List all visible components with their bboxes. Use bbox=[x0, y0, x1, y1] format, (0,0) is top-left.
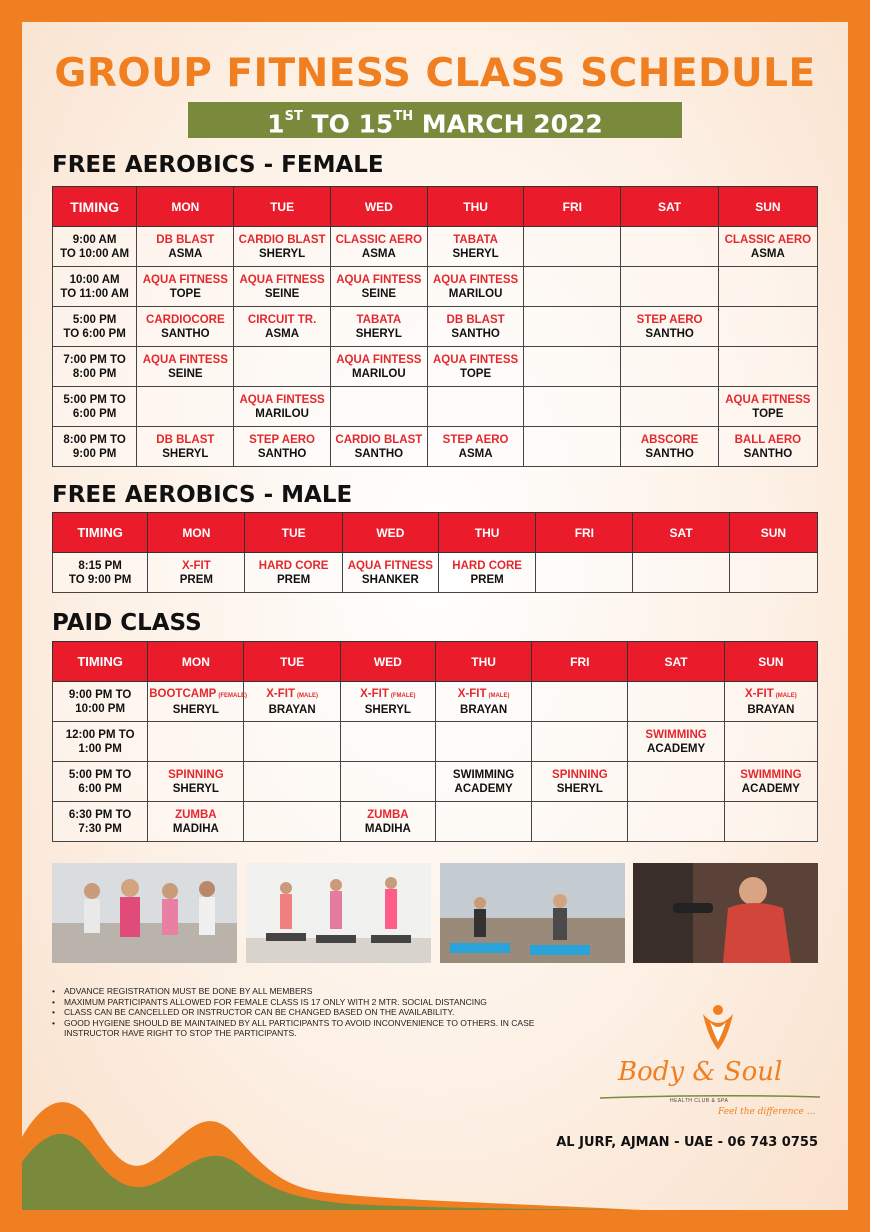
notes-list bbox=[52, 986, 592, 1039]
class-tag: (MALE) bbox=[488, 692, 510, 699]
page-title: GROUP FITNESS CLASS SCHEDULE bbox=[54, 51, 816, 96]
instructor-name: SANTHO bbox=[645, 327, 694, 340]
class-name: SWIMMING bbox=[645, 728, 707, 741]
empty-slot bbox=[633, 553, 729, 593]
class-name: AQUA FINTESS bbox=[432, 273, 519, 286]
photo-dumbbell-woman bbox=[633, 863, 818, 963]
instructor-name: SHERYL bbox=[172, 703, 219, 716]
day-header-sat: SAT bbox=[621, 187, 718, 227]
empty-slot bbox=[234, 347, 330, 387]
class-name: ZUMBA bbox=[175, 808, 217, 821]
timing-header: TIMING bbox=[53, 642, 148, 682]
photo-group-class bbox=[52, 863, 237, 963]
instructor-name: ASMA bbox=[750, 247, 785, 260]
class-slot bbox=[137, 267, 234, 307]
instructor-name: ASMA bbox=[361, 247, 396, 260]
day-header-sat: SAT bbox=[633, 513, 729, 553]
instructor-name: MADIHA bbox=[364, 822, 411, 835]
day-header-mon: MON bbox=[148, 513, 245, 553]
class-name: CARDIOCORE bbox=[146, 313, 225, 326]
empty-slot bbox=[244, 722, 340, 762]
logo-tagline: Feel the difference ... bbox=[718, 1107, 816, 1117]
empty-slot bbox=[532, 802, 628, 842]
class-slot bbox=[427, 427, 523, 467]
instructor-name: SEINE bbox=[361, 287, 397, 300]
class-name: CARDIO BLAST bbox=[238, 233, 326, 246]
paid-section-title: PAID CLASS bbox=[52, 610, 202, 636]
class-slot bbox=[724, 682, 817, 722]
day-header-sat: SAT bbox=[628, 642, 724, 682]
class-slot bbox=[427, 347, 523, 387]
class-slot bbox=[244, 682, 340, 722]
class-slot bbox=[234, 427, 330, 467]
day-header-tue: TUE bbox=[244, 642, 340, 682]
empty-slot bbox=[524, 387, 621, 427]
instructor-name: PREM bbox=[179, 573, 213, 586]
day-header-mon: MON bbox=[137, 187, 234, 227]
time-slot: 7:00 PM TO 8:00 PM bbox=[53, 347, 137, 387]
class-slot bbox=[435, 682, 531, 722]
class-slot bbox=[438, 553, 535, 593]
schedule-row bbox=[53, 682, 818, 722]
class-slot bbox=[330, 427, 427, 467]
class-name: TABATA bbox=[356, 313, 402, 326]
instructor-name: BRAYAN bbox=[460, 703, 508, 716]
empty-slot bbox=[532, 722, 628, 762]
date-banner: 1ST TO 15TH MARCH 2022 bbox=[188, 102, 682, 138]
class-tag: (MALE) bbox=[296, 692, 318, 699]
day-header-sun: SUN bbox=[724, 642, 817, 682]
class-slot bbox=[330, 347, 427, 387]
class-slot bbox=[330, 267, 427, 307]
class-name: AQUA FINTESS bbox=[239, 393, 325, 406]
class-name: SWIMMING bbox=[740, 768, 802, 781]
instructor-name: MADIHA bbox=[172, 822, 219, 835]
instructor-name: SANTHO bbox=[743, 447, 793, 460]
empty-slot bbox=[628, 682, 724, 722]
class-name: SPINNING bbox=[552, 768, 608, 781]
instructor-name: MARILOU bbox=[255, 407, 309, 420]
class-slot bbox=[532, 762, 628, 802]
class-name: HARD CORE bbox=[452, 559, 522, 572]
class-name: BALL AERO bbox=[734, 433, 802, 446]
body-and-soul-logo bbox=[600, 1002, 820, 1122]
instructor-name: TOPE bbox=[169, 287, 201, 300]
schedule-row bbox=[53, 722, 818, 762]
class-slot bbox=[724, 762, 817, 802]
class-name: SPINNING bbox=[168, 768, 224, 781]
class-slot bbox=[137, 227, 234, 267]
time-slot: 6:30 PM TO 7:30 PM bbox=[53, 802, 148, 842]
instructor-name: SEINE bbox=[264, 287, 300, 300]
time-slot: 5:00 PM TO 6:00 PM bbox=[53, 387, 137, 427]
class-slot bbox=[148, 553, 245, 593]
schedule-row bbox=[53, 347, 818, 387]
day-header-wed: WED bbox=[330, 187, 427, 227]
instructor-name: SHERYL bbox=[355, 327, 402, 340]
instructor-name: SANTHO bbox=[645, 447, 694, 460]
paid-schedule-table bbox=[52, 641, 818, 842]
instructor-name: SANTHO bbox=[451, 327, 500, 340]
class-slot bbox=[148, 802, 244, 842]
class-name: STEP AERO bbox=[442, 433, 509, 446]
instructor-name: SHERYL bbox=[162, 447, 209, 460]
instructor-name: SHERYL bbox=[258, 247, 306, 260]
class-slot bbox=[340, 682, 435, 722]
empty-slot bbox=[718, 347, 817, 387]
class-slot bbox=[234, 387, 330, 427]
class-name: CLASSIC AERO bbox=[335, 233, 423, 246]
empty-slot bbox=[718, 267, 817, 307]
class-slot bbox=[718, 387, 817, 427]
empty-slot bbox=[724, 722, 817, 762]
empty-slot bbox=[148, 722, 244, 762]
class-name: STEP AERO bbox=[636, 313, 703, 326]
schedule-row bbox=[53, 387, 818, 427]
empty-slot bbox=[724, 802, 817, 842]
male-section-title: FREE AEROBICS - MALE bbox=[52, 482, 353, 508]
day-header-wed: WED bbox=[342, 513, 438, 553]
instructor-name: ASMA bbox=[168, 247, 203, 260]
instructor-name: SHANKER bbox=[361, 573, 419, 586]
class-slot bbox=[435, 762, 531, 802]
time-slot: 5:00 PM TO 6:00 PM bbox=[53, 762, 148, 802]
instructor-name: SANTHO bbox=[161, 327, 210, 340]
class-slot bbox=[621, 427, 718, 467]
empty-slot bbox=[628, 802, 724, 842]
empty-slot bbox=[340, 722, 435, 762]
day-header-thu: THU bbox=[427, 187, 523, 227]
class-slot bbox=[342, 553, 438, 593]
class-name: X-FIT (MALE) bbox=[457, 687, 510, 700]
class-slot bbox=[148, 762, 244, 802]
class-name: TABATA bbox=[453, 233, 498, 246]
female-schedule-table bbox=[52, 186, 818, 467]
empty-slot bbox=[137, 387, 234, 427]
day-header-sun: SUN bbox=[729, 513, 817, 553]
class-slot bbox=[137, 427, 234, 467]
day-header-wed: WED bbox=[340, 642, 435, 682]
class-slot bbox=[148, 682, 247, 722]
empty-slot bbox=[524, 347, 621, 387]
logo-name: Body & Soul bbox=[618, 1057, 783, 1087]
instructor-name: MARILOU bbox=[448, 287, 503, 300]
empty-slot bbox=[621, 387, 718, 427]
schedule-row bbox=[53, 227, 818, 267]
empty-slot bbox=[524, 227, 621, 267]
class-name: CARDIO BLAST bbox=[335, 433, 423, 446]
class-name: AQUA FITNESS bbox=[725, 393, 811, 406]
empty-slot bbox=[330, 387, 427, 427]
schedule-row bbox=[53, 267, 818, 307]
schedule-row bbox=[53, 307, 818, 347]
class-slot bbox=[718, 227, 817, 267]
instructor-name: TOPE bbox=[460, 367, 492, 380]
time-slot: 8:15 PM TO 9:00 PM bbox=[53, 553, 148, 593]
class-name: AQUA FINTESS bbox=[336, 353, 422, 366]
time-slot: 8:00 PM TO 9:00 PM bbox=[53, 427, 137, 467]
photo-gym-lunges bbox=[440, 863, 625, 963]
instructor-name: PREM bbox=[470, 573, 504, 586]
class-slot bbox=[137, 347, 234, 387]
empty-slot bbox=[244, 802, 340, 842]
class-name: AQUA FINTESS bbox=[336, 273, 422, 286]
class-name: X-FIT (MALE) bbox=[744, 687, 797, 700]
day-header-fri: FRI bbox=[524, 187, 621, 227]
schedule-row bbox=[53, 802, 818, 842]
day-header-thu: THU bbox=[435, 642, 531, 682]
class-slot bbox=[427, 267, 523, 307]
class-slot bbox=[427, 307, 523, 347]
class-slot bbox=[330, 227, 427, 267]
time-slot: 9:00 AM TO 10:00 AM bbox=[53, 227, 137, 267]
instructor-name: TOPE bbox=[752, 407, 784, 420]
instructor-name: SHERYL bbox=[452, 247, 499, 260]
header-row bbox=[53, 513, 818, 553]
instructor-name: SHERYL bbox=[364, 703, 411, 716]
empty-slot bbox=[729, 553, 817, 593]
empty-slot bbox=[524, 267, 621, 307]
class-slot bbox=[427, 227, 523, 267]
instructor-name: ASMA bbox=[458, 447, 493, 460]
class-name: X-FIT (FMALE) bbox=[360, 687, 416, 700]
day-header-fri: FRI bbox=[536, 513, 633, 553]
note-item: • GOOD HYGIENE SHOULD BE MAINTAINED BY ALL PARTICIPANTS TO AVOID INCONVENIENCE TO OTHERS. IN CASE INSTRUCTOR HAVE RIGHT TO STOP THE PARTICIPANTS. bbox=[52, 1018, 592, 1039]
empty-slot bbox=[621, 267, 718, 307]
instructor-name: ACADEMY bbox=[647, 742, 706, 755]
class-name: SWIMMING bbox=[452, 768, 515, 781]
class-name: AQUA FITNESS bbox=[347, 559, 433, 572]
day-header-mon: MON bbox=[148, 642, 244, 682]
class-name: CIRCUIT TR. bbox=[247, 313, 317, 326]
photo-strip bbox=[52, 863, 818, 963]
class-name: STEP AERO bbox=[249, 433, 315, 446]
day-header-thu: THU bbox=[438, 513, 535, 553]
class-slot bbox=[234, 227, 330, 267]
class-tag: (MALE) bbox=[775, 692, 797, 699]
note-item: • MAXIMUM PARTICIPANTS ALLOWED FOR FEMALE CLASS IS 17 ONLY WITH 2 MTR. SOCIAL DISTANCING bbox=[52, 997, 592, 1008]
female-section-title: FREE AEROBICS - FEMALE bbox=[52, 152, 384, 178]
class-name: DB BLAST bbox=[156, 433, 215, 446]
empty-slot bbox=[524, 427, 621, 467]
timing-header: TIMING bbox=[53, 187, 137, 227]
header-row bbox=[53, 642, 818, 682]
class-tag: (FMALE) bbox=[390, 692, 416, 699]
instructor-name: BRAYAN bbox=[747, 703, 795, 716]
time-slot: 9:00 PM TO 10:00 PM bbox=[53, 682, 148, 722]
class-slot bbox=[340, 802, 435, 842]
address: AL JURF, AJMAN - UAE - 06 743 0755 bbox=[556, 1135, 818, 1150]
empty-slot bbox=[621, 227, 718, 267]
class-name: X-FIT bbox=[181, 559, 211, 572]
logo-subtitle: HEALTH CLUB & SPA bbox=[670, 1098, 729, 1104]
instructor-name: SHERYL bbox=[172, 782, 219, 795]
day-header-sun: SUN bbox=[718, 187, 817, 227]
class-name: ZUMBA bbox=[367, 808, 409, 821]
schedule-row bbox=[53, 553, 818, 593]
class-name: DB BLAST bbox=[156, 233, 215, 246]
male-schedule-table bbox=[52, 512, 818, 593]
instructor-name: ACADEMY bbox=[741, 782, 800, 795]
class-slot bbox=[628, 722, 724, 762]
instructor-name: SEINE bbox=[168, 367, 203, 380]
logo-figure-icon bbox=[698, 1002, 738, 1052]
class-name: DB BLAST bbox=[446, 313, 505, 326]
empty-slot bbox=[340, 762, 435, 802]
empty-slot bbox=[621, 347, 718, 387]
decorative-wave bbox=[22, 1082, 642, 1210]
class-slot bbox=[330, 307, 427, 347]
class-slot bbox=[245, 553, 342, 593]
class-slot bbox=[718, 427, 817, 467]
empty-slot bbox=[524, 307, 621, 347]
note-item: • ADVANCE REGISTRATION MUST BE DONE BY ALL MEMBERS bbox=[52, 986, 592, 997]
class-slot bbox=[234, 267, 330, 307]
class-name: CLASSIC AERO bbox=[724, 233, 812, 246]
class-tag: (FEMALE) bbox=[218, 692, 247, 699]
empty-slot bbox=[427, 387, 523, 427]
header-row bbox=[53, 187, 818, 227]
poster bbox=[22, 22, 848, 1210]
instructor-name: ASMA bbox=[265, 327, 300, 340]
class-slot bbox=[621, 307, 718, 347]
day-header-fri: FRI bbox=[532, 642, 628, 682]
instructor-name: SHERYL bbox=[556, 782, 603, 795]
photo-step-aerobics bbox=[246, 863, 431, 963]
time-slot: 10:00 AM TO 11:00 AM bbox=[53, 267, 137, 307]
empty-slot bbox=[536, 553, 633, 593]
time-slot: 12:00 PM TO 1:00 PM bbox=[53, 722, 148, 762]
schedule-row bbox=[53, 427, 818, 467]
class-slot bbox=[137, 307, 234, 347]
time-slot: 5:00 PM TO 6:00 PM bbox=[53, 307, 137, 347]
day-header-tue: TUE bbox=[234, 187, 330, 227]
class-name: HARD CORE bbox=[258, 559, 329, 572]
class-name: AQUA FINTESS bbox=[142, 353, 228, 366]
instructor-name: SANTHO bbox=[354, 447, 404, 460]
instructor-name: PREM bbox=[276, 573, 311, 586]
empty-slot bbox=[532, 682, 628, 722]
empty-slot bbox=[628, 762, 724, 802]
empty-slot bbox=[435, 722, 531, 762]
instructor-name: SANTHO bbox=[257, 447, 307, 460]
empty-slot bbox=[718, 307, 817, 347]
instructor-name: ACADEMY bbox=[454, 782, 513, 795]
class-name: BOOTCAMP (FEMALE) bbox=[149, 687, 247, 700]
day-header-tue: TUE bbox=[245, 513, 342, 553]
schedule-row bbox=[53, 762, 818, 802]
class-name: AQUA FITNESS bbox=[239, 273, 325, 286]
class-name: ABSCORE bbox=[640, 433, 699, 446]
class-name: AQUA FINTESS bbox=[432, 353, 519, 366]
instructor-name: BRAYAN bbox=[268, 703, 316, 716]
class-slot bbox=[234, 307, 330, 347]
class-name: AQUA FITNESS bbox=[142, 273, 228, 286]
empty-slot bbox=[244, 762, 340, 802]
note-item: • CLASS CAN BE CANCELLED OR INSTRUCTOR CAN BE CHANGED BASED ON THE AVAILABILITY. bbox=[52, 1007, 592, 1018]
class-name: X-FIT (MALE) bbox=[266, 687, 318, 700]
timing-header: TIMING bbox=[53, 513, 148, 553]
empty-slot bbox=[435, 802, 531, 842]
instructor-name: MARILOU bbox=[352, 367, 406, 380]
